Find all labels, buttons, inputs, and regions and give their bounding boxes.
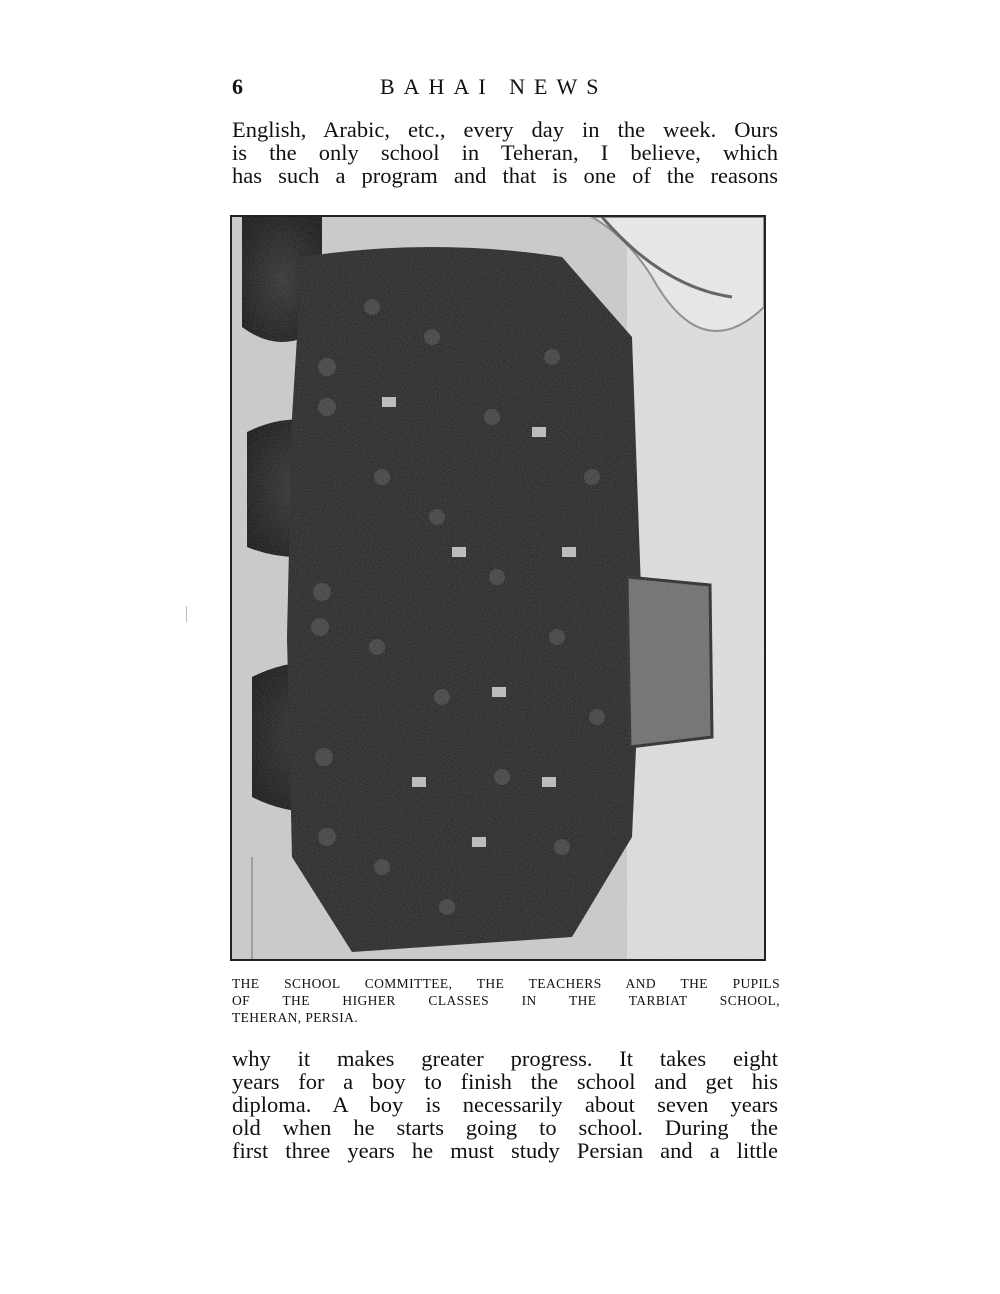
caption-line: TEHERAN, PERSIA. xyxy=(232,1010,359,1025)
text-line: is the only school in Teheran, I believe, which xyxy=(232,140,778,165)
text-line: why it makes greater progress. It takes eight xyxy=(232,1046,778,1071)
photo-image xyxy=(232,217,764,959)
running-title: BAHAI NEWS xyxy=(380,74,608,99)
body-paragraph-bottom xyxy=(232,1047,778,1162)
photo-caption xyxy=(232,975,780,1026)
body-paragraph-top xyxy=(232,118,778,187)
group-photograph xyxy=(230,215,766,961)
text-line: years for a boy to finish the school and get his xyxy=(232,1069,778,1094)
text-line: English, Arabic, etc., every day in the week. Ours xyxy=(232,117,778,142)
text-line: has such a program and that is one of the reasons xyxy=(232,163,778,188)
text-line: diploma. A boy is necessarily about seven years xyxy=(232,1092,778,1117)
scan-mark xyxy=(186,606,187,622)
text-line: old when he starts going to school. During the xyxy=(232,1115,778,1140)
caption-line: THE SCHOOL COMMITTEE, THE TEACHERS AND THE PUPILS xyxy=(232,976,780,991)
page-number: 6 xyxy=(232,74,243,99)
text-line: first three years he must study Persian and a little xyxy=(232,1138,778,1163)
caption-line: OF THE HIGHER CLASSES IN THE TARBIAT SCHOOL, xyxy=(232,993,780,1008)
page-header xyxy=(232,74,772,104)
